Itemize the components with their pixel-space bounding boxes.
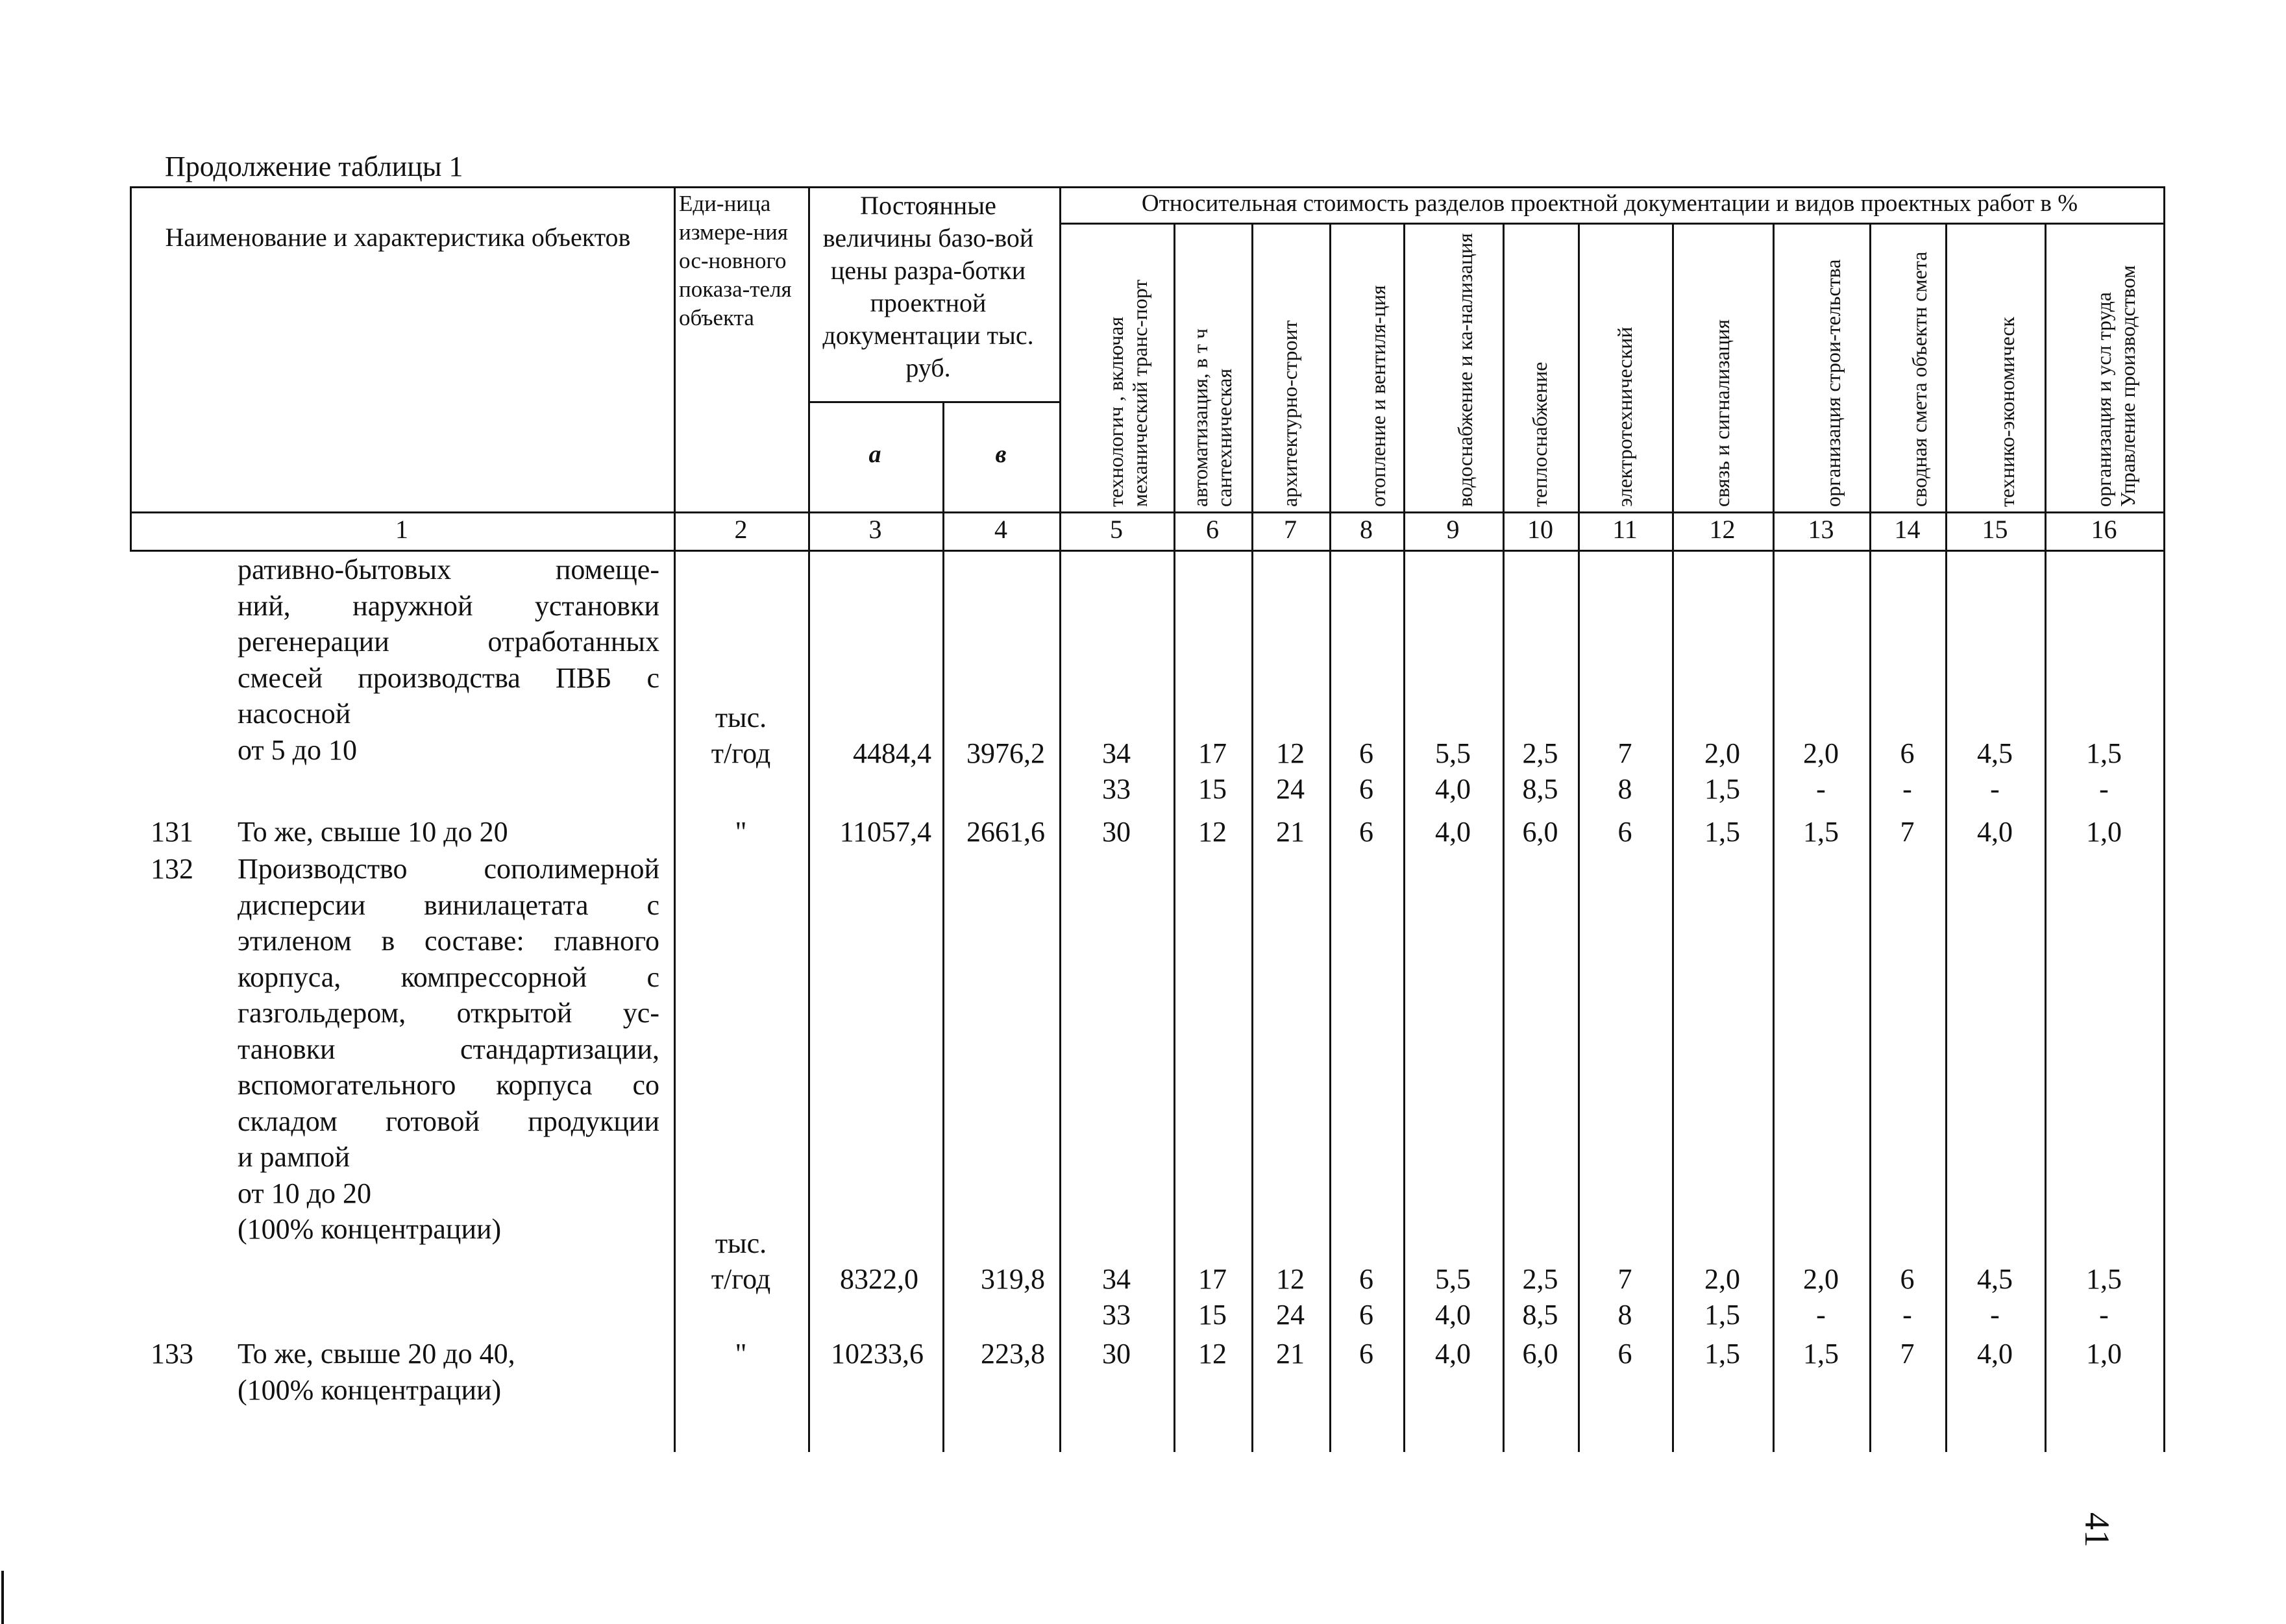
pct-cell: 6	[1359, 1263, 1373, 1295]
pct-cell: -	[1816, 1299, 1826, 1331]
pct-cell: 1,5	[1704, 816, 1740, 848]
unit-cell: "	[735, 816, 747, 848]
column-number: 9	[1446, 515, 1460, 544]
pct-cell: 7	[1617, 737, 1632, 769]
pct-cell: 4,0	[1977, 816, 2013, 848]
rule-const-split	[808, 401, 1061, 403]
section-header	[1945, 224, 2045, 510]
pct-cell: 6	[1359, 816, 1373, 848]
rule-top	[130, 186, 2165, 188]
desc-line: ний, наружной установки	[238, 589, 659, 622]
desc-line: смесей производства ПВБ с	[238, 661, 659, 694]
section-header-text: отопление и вентиля-ция	[1366, 285, 1390, 507]
pct-cell: -	[2099, 1299, 2109, 1331]
unit-cell: т/год	[711, 737, 771, 769]
column-number: 11	[1612, 515, 1638, 544]
pct-cell: 8,5	[1522, 1299, 1558, 1331]
pct-cell: 24	[1276, 773, 1305, 805]
pct-cell: -	[2099, 773, 2109, 805]
value-a: 10233,6	[831, 1338, 924, 1370]
pct-cell: 2,5	[1522, 737, 1558, 769]
section-header	[1403, 224, 1503, 510]
value-b: 2661,6	[966, 816, 1045, 848]
row-description	[238, 851, 659, 1248]
column-number: 12	[1709, 515, 1736, 544]
unit-cell: тыс.	[715, 1227, 767, 1259]
pct-cell: 1,5	[1704, 1338, 1740, 1370]
desc-line: Производство сополимерной	[238, 853, 659, 885]
section-header-text: связь и сигнализация	[1710, 319, 1734, 507]
section-header	[1059, 224, 1174, 510]
section-header	[1578, 224, 1672, 510]
vrule	[2163, 186, 2165, 1452]
pct-cell: 7	[1900, 816, 1915, 848]
unit-cell: "	[735, 1338, 747, 1370]
desc-range: от 5 до 10	[238, 733, 358, 766]
pct-cell: 6	[1617, 1338, 1632, 1370]
pct-cell: 5,5	[1435, 1263, 1471, 1295]
pct-cell: 4,0	[1435, 1338, 1471, 1370]
pct-cell: 7	[1617, 1263, 1632, 1295]
desc-line: тановки стандартизации,	[238, 1033, 659, 1065]
header-const-a: а	[868, 441, 881, 468]
section-header-text: организация и усл труда Управление производством	[2091, 265, 2139, 507]
section-header	[1773, 224, 1869, 510]
section-header	[1329, 224, 1403, 510]
pct-cell: 8	[1617, 1299, 1632, 1331]
column-number: 2	[734, 515, 748, 544]
section-header-text: теплоснабжение	[1528, 362, 1551, 507]
value-b: 319,8	[981, 1263, 1045, 1295]
pct-cell: 6	[1359, 1299, 1373, 1331]
section-header	[1503, 224, 1578, 510]
section-header-text: организация строи-тельства	[1821, 259, 1845, 507]
pct-cell: 6	[1359, 737, 1373, 769]
pct-cell: 1,0	[2086, 1338, 2122, 1370]
pct-cell: 1,5	[1704, 1299, 1740, 1331]
pct-cell: 2,5	[1522, 1263, 1558, 1295]
section-header-text: технологич , включая механический транс-порт	[1104, 279, 1151, 507]
pct-cell: 1,5	[1803, 816, 1839, 848]
desc-line: вспомогательного корпуса со	[238, 1069, 659, 1101]
row-description	[238, 814, 659, 850]
pct-cell: 6,0	[1522, 816, 1558, 848]
section-header-text: технико-экономическ	[1995, 317, 2019, 507]
column-number: 16	[2091, 515, 2117, 544]
column-number: 15	[1982, 515, 2008, 544]
pct-cell: 6	[1359, 1338, 1373, 1370]
desc-line: этиленом в составе: главного	[238, 925, 659, 957]
pct-cell: 17	[1198, 737, 1227, 769]
pct-cell: 4,5	[1977, 1263, 2013, 1295]
section-header-text: сводная смета объектн смета	[1907, 251, 1931, 507]
pct-cell: -	[1816, 773, 1826, 805]
column-number: 3	[868, 515, 882, 544]
row-number: 133	[151, 1338, 193, 1370]
scan-edge-mark	[1, 1571, 4, 1624]
desc-line: То же, свыше 20 до 40,	[238, 1338, 515, 1370]
desc-line: насосной	[238, 698, 351, 730]
pct-cell: 8	[1617, 773, 1632, 805]
pct-cell: 2,0	[1803, 737, 1839, 769]
pct-cell: 2,0	[1704, 737, 1740, 769]
pct-cell: 5,5	[1435, 737, 1471, 769]
pct-cell: 33	[1102, 1299, 1131, 1331]
rule-header-bottom	[130, 511, 2165, 513]
row-description	[238, 552, 659, 768]
desc-line: То же, свыше 10 до 20	[238, 816, 508, 848]
unit-cell: т/год	[711, 1263, 771, 1295]
pct-cell: 6,0	[1522, 1338, 1558, 1370]
pct-cell: 8,5	[1522, 773, 1558, 805]
pct-cell: 24	[1276, 1299, 1305, 1331]
pct-cell: -	[1902, 1299, 1912, 1331]
pct-cell: 1,5	[2086, 1263, 2122, 1295]
pct-cell: 6	[1900, 737, 1915, 769]
pct-cell: 34	[1102, 737, 1131, 769]
desc-line: регенерации отработанных	[238, 626, 659, 658]
value-a: 11057,4	[839, 816, 931, 848]
column-number: 13	[1808, 515, 1834, 544]
header-name: Наименование и характеристика объектов	[165, 223, 631, 252]
pct-cell: 33	[1102, 773, 1131, 805]
unit-cell: тыс.	[715, 702, 767, 733]
value-a: 4484,4	[853, 737, 931, 769]
desc-line: дисперсии винилацетата с	[238, 889, 659, 921]
section-header	[1672, 224, 1773, 510]
column-number: 4	[994, 515, 1007, 544]
column-number: 7	[1284, 515, 1297, 544]
pct-cell: -	[1990, 773, 2000, 805]
section-header	[2045, 224, 2163, 510]
pct-cell: 4,0	[1977, 1338, 2013, 1370]
column-number: 8	[1360, 515, 1373, 544]
pct-cell: -	[1902, 773, 1912, 805]
desc-line: газгольдером, открытой ус-	[238, 997, 659, 1029]
pct-cell: 15	[1198, 773, 1227, 805]
value-a: 8322,0	[840, 1263, 918, 1295]
pct-cell: 1,0	[2086, 816, 2122, 848]
section-header-text: водоснабжение и ка-нализация	[1453, 233, 1477, 507]
section-header	[1174, 224, 1251, 510]
pct-cell: 6	[1617, 816, 1632, 848]
header-const-b: в	[995, 441, 1007, 468]
pct-cell: 21	[1276, 816, 1305, 848]
pct-cell: -	[1990, 1299, 2000, 1331]
desc-note: (100% концентрации)	[238, 1213, 502, 1245]
pct-cell: 1,5	[2086, 737, 2122, 769]
column-number: 14	[1894, 515, 1921, 544]
desc-range: от 10 до 20	[238, 1177, 372, 1209]
pct-cell: 6	[1359, 773, 1373, 805]
row-number: 131	[151, 816, 193, 848]
desc-line: (100% концентрации)	[238, 1373, 502, 1406]
pct-cell: 7	[1900, 1338, 1915, 1370]
pct-cell: 4,0	[1435, 1299, 1471, 1331]
header-unit: Еди-ница измере-ния ос-новного показа-теля объекта	[679, 191, 792, 330]
section-header	[1251, 224, 1329, 510]
page-number: 41	[2078, 1512, 2117, 1547]
pct-cell: 1,5	[1803, 1338, 1839, 1370]
pct-cell: 2,0	[1704, 1263, 1740, 1295]
column-number: 6	[1206, 515, 1219, 544]
pct-cell: 2,0	[1803, 1263, 1839, 1295]
section-header-text: автоматизация, в т ч сантехническая	[1188, 328, 1236, 507]
section-header-text: электротехнический	[1612, 326, 1636, 507]
column-number: 1	[395, 515, 408, 544]
pct-cell: 15	[1198, 1299, 1227, 1331]
value-b: 3976,2	[966, 737, 1045, 769]
desc-line: корпуса, компрессорной с	[238, 961, 659, 993]
pct-cell: 6	[1900, 1263, 1915, 1295]
column-number: 5	[1110, 515, 1123, 544]
pct-cell: 17	[1198, 1263, 1227, 1295]
pct-cell: 12	[1198, 1338, 1227, 1370]
pct-cell: 30	[1102, 1338, 1131, 1370]
value-b: 223,8	[981, 1338, 1045, 1370]
pct-cell: 12	[1276, 1263, 1305, 1295]
desc-line: ративно-бытовых помеще-	[238, 554, 659, 585]
pct-cell: 1,5	[1704, 773, 1740, 805]
pct-cell: 12	[1198, 816, 1227, 848]
section-header-text: архитектурно-строит	[1278, 320, 1301, 507]
section-header	[1869, 224, 1945, 510]
pct-cell: 12	[1276, 737, 1305, 769]
pct-cell: 21	[1276, 1338, 1305, 1370]
row-description	[238, 1336, 659, 1408]
pct-cell: 34	[1102, 1263, 1131, 1295]
pct-cell: 4,0	[1435, 816, 1471, 848]
pct-cell: 4,5	[1977, 737, 2013, 769]
table-caption: Продолжение таблицы 1	[165, 151, 463, 182]
row-number: 132	[151, 853, 193, 885]
desc-line: и рампой	[238, 1141, 350, 1173]
header-relative: Относительная стоимость разделов проектной документации и видов проектных работ в %	[1141, 190, 2078, 217]
desc-line: складом готовой продукции	[238, 1105, 659, 1137]
column-number: 10	[1527, 515, 1553, 544]
pct-cell: 4,0	[1435, 773, 1471, 805]
header-const: Постоянные величины базо-вой цены разра-ботки проектной документации тыс. руб.	[822, 191, 1034, 382]
pct-cell: 30	[1102, 816, 1131, 848]
